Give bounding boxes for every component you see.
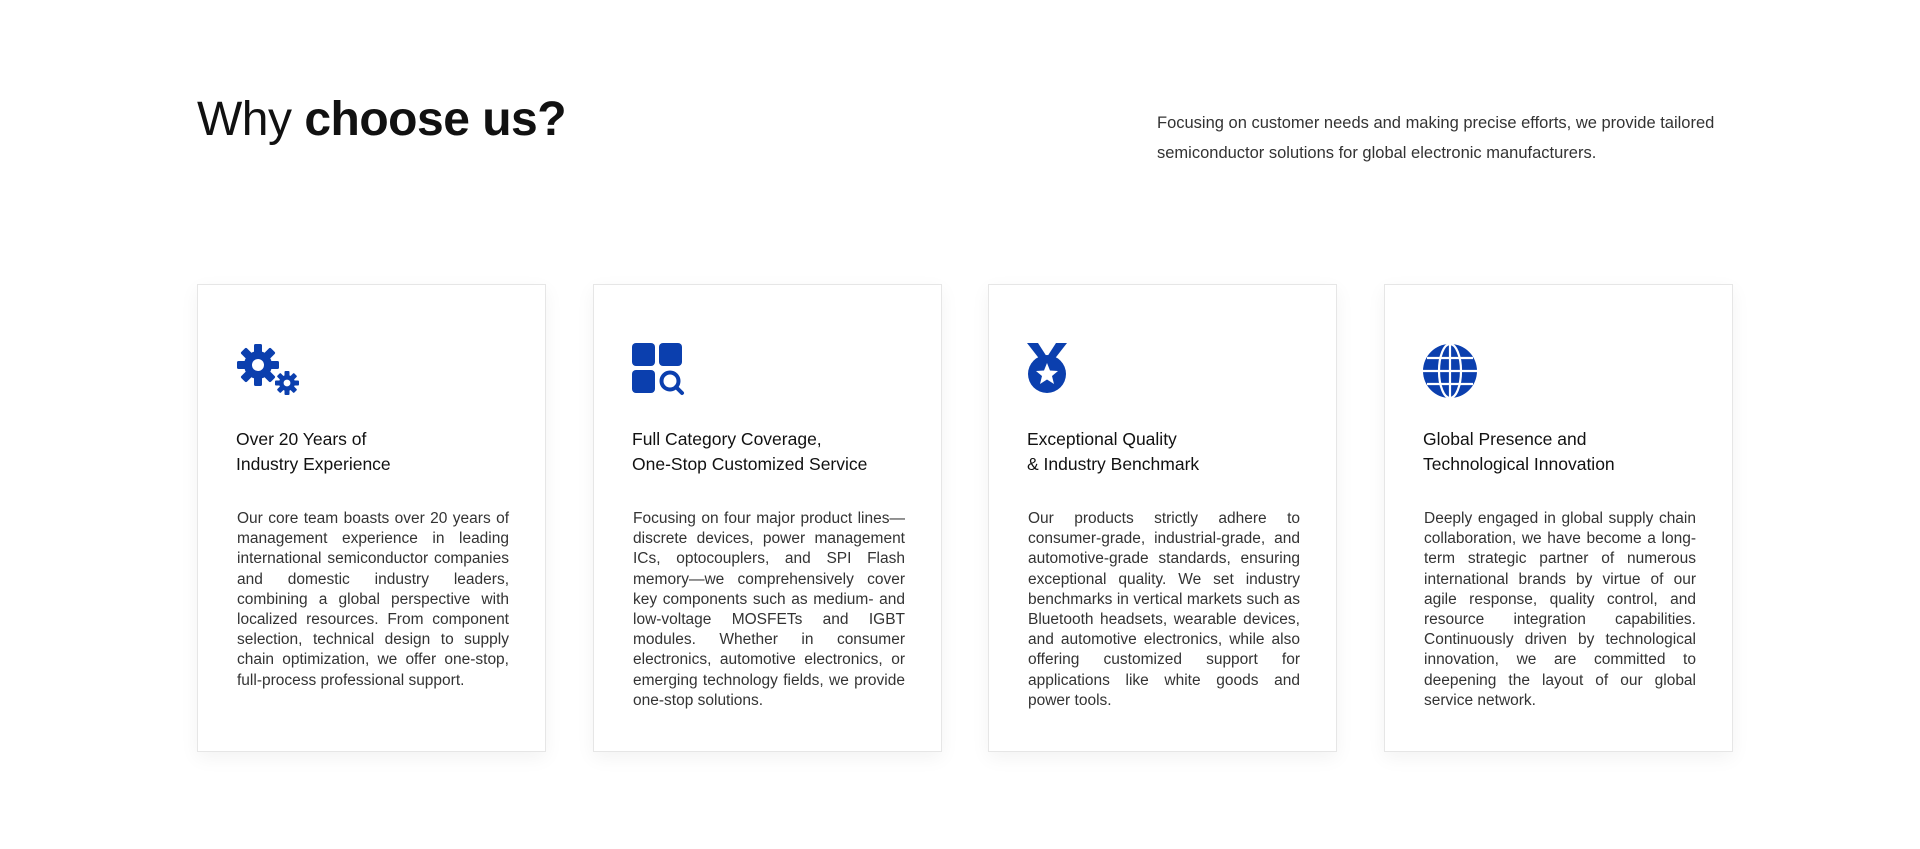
card-title-line2: Technological Innovation	[1423, 454, 1615, 474]
page-title-light: Why	[197, 93, 305, 146]
card-title-line2: One-Stop Customized Service	[632, 454, 868, 474]
card-title	[632, 427, 922, 477]
feature-card-quality	[988, 284, 1337, 752]
medal-icon	[1027, 343, 1091, 403]
section-subtitle: Focusing on customer needs and making precise efforts, we provide tailored semiconductor solutions for global electronic manufacturers.	[1157, 114, 1715, 162]
card-title	[1027, 427, 1317, 477]
gears-icon	[236, 343, 300, 403]
globe-icon	[1423, 343, 1487, 403]
card-title	[1423, 427, 1713, 477]
card-title-line2: & Industry Benchmark	[1027, 454, 1200, 474]
card-text: Our core team boasts over 20 years of management experience in leading international semiconductor companies and domestic industry leaders, combining a global perspective with localized resources. From component selection, technical design to supply chain optimization, we offer one-stop, full-process professional support.	[237, 510, 509, 689]
card-title-line2: Industry Experience	[236, 454, 391, 474]
card-text: Focusing on four major product lines—discrete devices, power management ICs, optocouplers, and SPI Flash memory—we comprehensively cover key components such as medium- and low-voltage MOSFETs and IGBT modules. Whether in consumer electronics, automotive electronics, or emerging technology fields, we provide one-stop solutions.	[633, 510, 905, 709]
card-title-line1: Full Category Coverage,	[632, 429, 822, 449]
section-header	[197, 92, 1733, 172]
card-title-line1: Exceptional Quality	[1027, 429, 1177, 449]
page-title-bold: choose us?	[304, 93, 567, 146]
feature-card-experience	[197, 284, 546, 752]
card-text: Our products strictly adhere to consumer-grade, industrial-grade, and automotive-grade standards, ensuring exceptional quality. We set industry benchmarks in vertical markets such as Bluetooth headsets, wearable devices, and automotive electronics, while also offering customized support for applications like white goods and power tools.	[1028, 510, 1300, 709]
feature-cards	[197, 284, 1733, 752]
card-title-line1: Over 20 Years of	[236, 429, 367, 449]
card-title-line1: Global Presence and	[1423, 429, 1587, 449]
feature-card-coverage	[593, 284, 942, 752]
card-text: Deeply engaged in global supply chain collaboration, we have become a long-term strategic partner of numerous international brands by virtue of our agile response, quality control, and resource integration capabilities. Continuously driven by technological innovation, we are committed to deepening the layout of our global service network.	[1424, 510, 1696, 709]
feature-card-global	[1384, 284, 1733, 752]
category-search-icon	[632, 343, 696, 403]
page-title	[197, 92, 566, 148]
card-title	[236, 427, 526, 477]
